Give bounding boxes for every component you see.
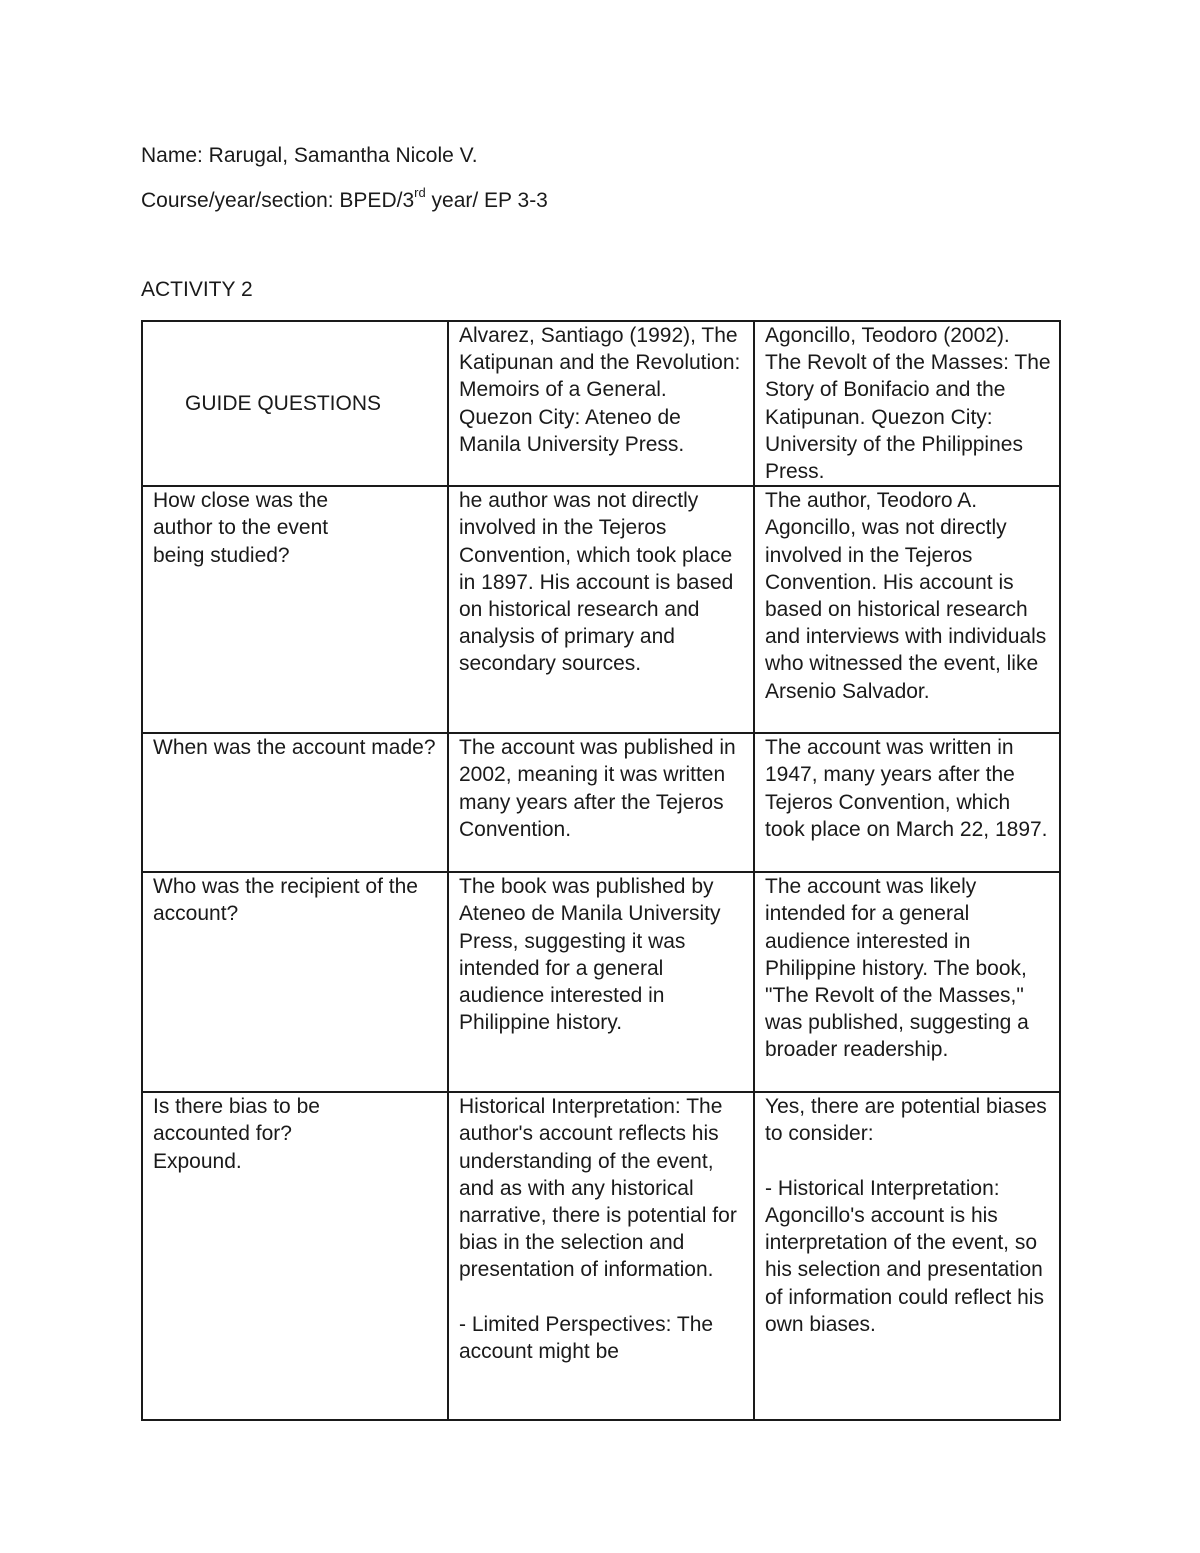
course-prefix: Course/year/section: BPED/3 xyxy=(141,189,415,212)
student-name: Name: Rarugal, Samantha Nicole V. xyxy=(141,144,478,167)
table-header-row xyxy=(142,321,1060,486)
table-row xyxy=(142,733,1060,872)
answer-b-cell: The account was likely intended for a general audience interested in Philippine history. The book, "The Revolt of the Masses," was published, suggesting a broader readership. xyxy=(754,872,1060,1092)
table-row xyxy=(142,872,1060,1092)
activity-title: ACTIVITY 2 xyxy=(141,278,253,301)
guide-questions-label: GUIDE QUESTIONS xyxy=(184,392,382,415)
answer-a-cell: he author was not directly involved in the Tejeros Convention, which took place in 1897. His account is based on historical research and analysis of primary and secondary sources. xyxy=(448,486,754,733)
question-cell: How close was the author to the event being studied? xyxy=(142,486,448,733)
table-row xyxy=(142,1092,1060,1420)
guide-questions-table xyxy=(141,320,1061,1421)
answer-b-cell: Yes, there are potential biases to consider: - Historical Interpretation: Agoncillo's account is his interpretation of the event, so his selection and presentation of information could reflect his own biases. xyxy=(754,1092,1060,1420)
course-suffix: year/ EP 3-3 xyxy=(425,189,548,212)
question-cell: Who was the recipient of the account? xyxy=(142,872,448,1092)
source-b-header: Agoncillo, Teodoro (2002). The Revolt of the Masses: The Story of Bonifacio and the Katipunan. Quezon City: University of the Philippines Press. xyxy=(754,321,1060,486)
course-superscript: rd xyxy=(414,185,426,200)
answer-b-cell: The author, Teodoro A. Agoncillo, was not directly involved in the Tejeros Convention. His account is based on historical research and interviews with individuals who witnessed the event, like Arsenio Salvador. xyxy=(754,486,1060,733)
answer-a-cell: Historical Interpretation: The author's account reflects his understanding of the event, and as with any historical narrative, there is potential for bias in the selection and presentation of information. - Limited Perspectives: The account might be xyxy=(448,1092,754,1420)
table-row xyxy=(142,486,1060,733)
course-year-section xyxy=(141,185,548,214)
answer-a-cell: The book was published by Ateneo de Manila University Press, suggesting it was intended for a general audience interested in Philippine history. xyxy=(448,872,754,1092)
answer-a-cell: The account was published in 2002, meaning it was written many years after the Tejeros Convention. xyxy=(448,733,754,872)
guide-questions-header xyxy=(142,321,448,486)
question-cell: When was the account made? xyxy=(142,733,448,872)
question-cell: Is there bias to be accounted for? Expound. xyxy=(142,1092,448,1420)
answer-b-cell: The account was written in 1947, many years after the Tejeros Convention, which took place on March 22, 1897. xyxy=(754,733,1060,872)
source-a-header: Alvarez, Santiago (1992), The Katipunan and the Revolution: Memoirs of a General. Quezon City: Ateneo de Manila University Press. xyxy=(448,321,754,486)
